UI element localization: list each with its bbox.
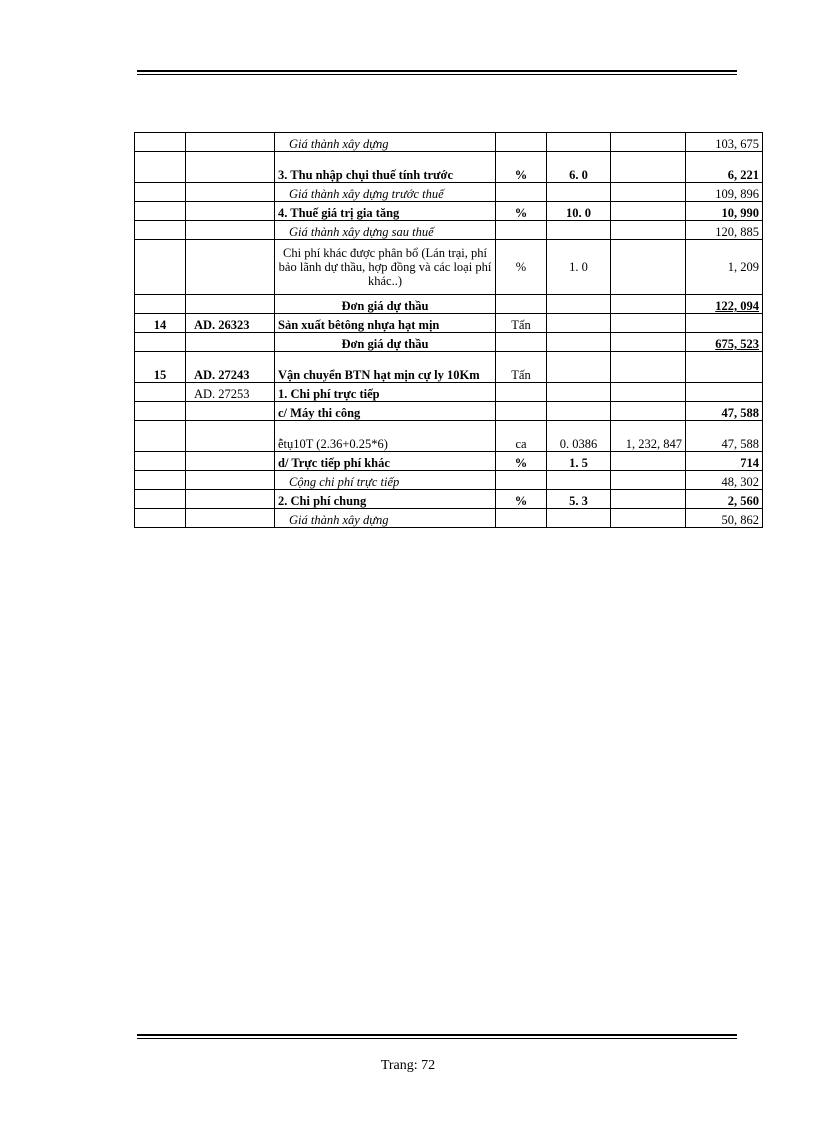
row-total: 2, 560 [686,490,763,509]
row-unit: Tấn [496,314,547,333]
table-row [135,183,763,202]
row-desc: Chi phí khác được phân bổ (Lán trại, phí bảo lãnh dự thầu, hợp đồng và các loại phí khác..) [275,240,496,295]
row-qty: 5. 3 [547,490,611,509]
row-qty: 10. 0 [547,202,611,221]
row-total: 1, 209 [686,240,763,295]
row-qty: 0. 0386 [547,421,611,452]
row-unit: % [496,240,547,295]
row-qty: 1. 5 [547,452,611,471]
row-desc: c/ Máy thi công [275,402,496,421]
row-total: 6, 221 [686,152,763,183]
row-unit: % [496,490,547,509]
row-stt: 14 [135,314,186,333]
row-price: 1, 232, 847 [611,421,686,452]
row-desc: 3. Thu nhập chụi thuế tính trước [275,152,496,183]
row-desc: 1. Chi phí trực tiếp [275,383,496,402]
row-unit: % [496,202,547,221]
row-unit: ca [496,421,547,452]
row-desc: Giá thành xây dựng sau thuế [275,221,496,240]
table-row [135,221,763,240]
table-row [135,240,763,295]
row-desc: Giá thành xây dựng trước thuế [275,183,496,202]
row-desc: d/ Trực tiếp phí khác [275,452,496,471]
table-row [135,352,763,383]
page-number: Trang: 72 [380,1058,436,1073]
row-desc: Đơn giá dự thầu [275,295,496,314]
row-unit: % [496,152,547,183]
table-row [135,490,763,509]
row-desc: ễtụ10T (2.36+0.25*6) [275,421,496,452]
row-qty: 1. 0 [547,240,611,295]
row-desc: Đơn giá dự thầu [275,333,496,352]
row-total: 47, 588 [686,402,763,421]
table-row [135,452,763,471]
table-row [135,383,763,402]
row-stt: 15 [135,352,186,383]
row-desc: 4. Thuế giá trị gia tăng [275,202,496,221]
row-unit: Tấn [496,352,547,383]
row-qty: 6. 0 [547,152,611,183]
row-desc: Giá thành xây dựng [275,133,496,152]
row-total: 10, 990 [686,202,763,221]
row-unit: % [496,452,547,471]
table-row [135,421,763,452]
row-desc: 2. Chi phí chung [275,490,496,509]
table-row [135,314,763,333]
row-code: AD. 26323 [186,314,275,333]
row-total: 47, 588 [686,421,763,452]
row-total: 122, 094 [686,295,763,314]
footer-rule [137,1034,737,1039]
table-row [135,333,763,352]
table-row [135,471,763,490]
row-total: 675, 523 [686,333,763,352]
row-total: 48, 302 [686,471,763,490]
row-total: 120, 885 [686,221,763,240]
row-desc: Giá thành xây dựng [275,509,496,528]
row-total: 109, 896 [686,183,763,202]
table-row [135,202,763,221]
row-desc: Cộng chi phí trực tiếp [275,471,496,490]
table-row [135,295,763,314]
row-desc: Vận chuyển BTN hạt mịn cự ly 10Km [275,352,496,383]
row-total: 714 [686,452,763,471]
table-row [135,402,763,421]
row-total: 50, 862 [686,509,763,528]
table-row [135,133,763,152]
row-total: 103, 675 [686,133,763,152]
table-row [135,152,763,183]
cost-table [134,132,763,528]
row-desc: Sản xuất bêtông nhựa hạt mịn [275,314,496,333]
row-code: AD. 27243 [186,352,275,383]
table-row [135,509,763,528]
row-code: AD. 27253 [186,383,275,402]
header-rule [137,70,737,75]
